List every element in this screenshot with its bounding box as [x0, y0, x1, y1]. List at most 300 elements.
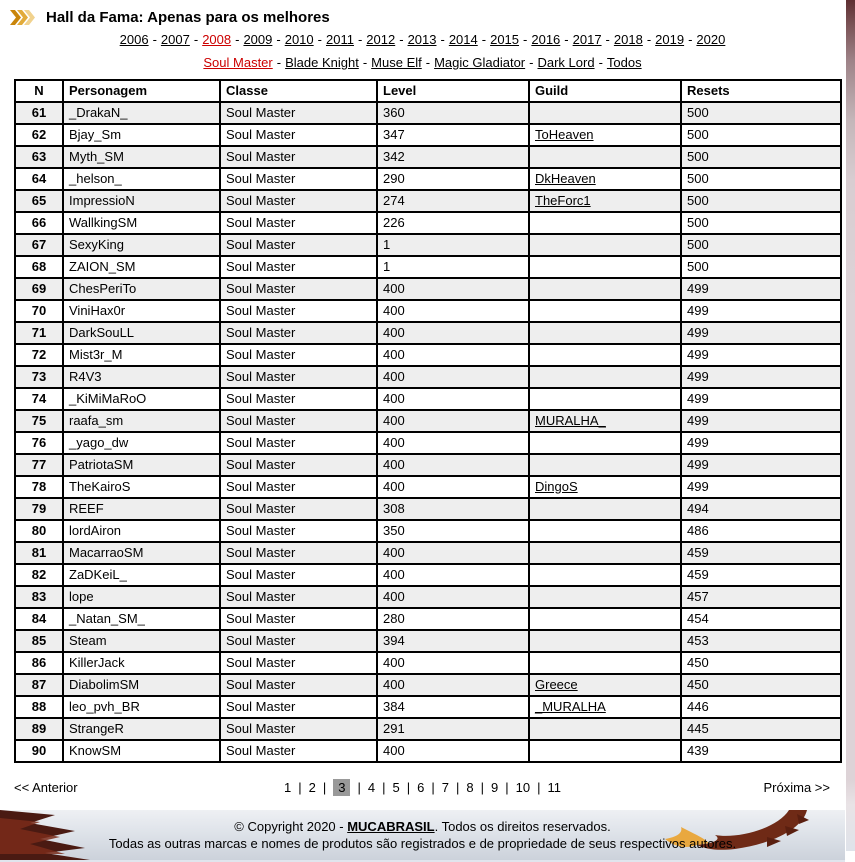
cell-n: 85 [15, 630, 63, 652]
cell-n: 62 [15, 124, 63, 146]
class-link-muse-elf[interactable]: Muse Elf [371, 55, 422, 70]
cell-personagem: DiabolimSM [63, 674, 220, 696]
cell-classe: Soul Master [220, 256, 377, 278]
class-link-magic-gladiator[interactable]: Magic Gladiator [434, 55, 526, 70]
cell-level: 1 [377, 234, 529, 256]
cell-classe: Soul Master [220, 630, 377, 652]
cell-personagem: _yago_dw [63, 432, 220, 454]
cell-classe: Soul Master [220, 740, 377, 762]
table-row [15, 344, 841, 366]
cell-level: 274 [377, 190, 529, 212]
cell-classe: Soul Master [220, 520, 377, 542]
page-number-link[interactable]: 5 [392, 780, 400, 795]
cell-n: 88 [15, 696, 63, 718]
cell-resets: 500 [681, 190, 841, 212]
nav-separator: - [440, 32, 445, 47]
page-separator: | [480, 780, 484, 795]
cell-level: 291 [377, 718, 529, 740]
cell-level: 400 [377, 432, 529, 454]
cell-resets: 500 [681, 168, 841, 190]
page-number-link[interactable]: 11 [547, 780, 561, 795]
table-row [15, 300, 841, 322]
cell-personagem: leo_pvh_BR [63, 696, 220, 718]
cell-resets: 459 [681, 564, 841, 586]
cell-n: 64 [15, 168, 63, 190]
table-row [15, 124, 841, 146]
cell-classe: Soul Master [220, 454, 377, 476]
cell-guild [529, 234, 681, 256]
cell-n: 70 [15, 300, 63, 322]
table-row [15, 190, 841, 212]
table-row [15, 432, 841, 454]
page-separator: | [298, 780, 302, 795]
cell-level: 400 [377, 366, 529, 388]
cell-n: 61 [15, 102, 63, 124]
cell-level: 400 [377, 564, 529, 586]
page-number-link[interactable]: 7 [441, 780, 449, 795]
cell-resets: 500 [681, 212, 841, 234]
nav-separator: - [276, 55, 282, 70]
cell-level: 350 [377, 520, 529, 542]
year-link-2007[interactable]: 2007 [160, 32, 190, 47]
column-header-n: N [15, 80, 63, 102]
cell-level: 347 [377, 124, 529, 146]
nav-separator: - [688, 32, 693, 47]
cell-resets: 486 [681, 520, 841, 542]
cell-level: 308 [377, 498, 529, 520]
cell-resets: 453 [681, 630, 841, 652]
cell-guild [529, 586, 681, 608]
table-row [15, 388, 841, 410]
class-link-blade-knight[interactable]: Blade Knight [285, 55, 359, 70]
cell-guild [529, 432, 681, 454]
cell-level: 400 [377, 674, 529, 696]
cell-personagem: ZAION_SM [63, 256, 220, 278]
nav-separator: - [564, 32, 569, 47]
cell-level: 280 [377, 608, 529, 630]
class-link-todos[interactable]: Todos [606, 55, 642, 70]
guild-link[interactable]: DingoS [535, 479, 578, 494]
cell-level: 400 [377, 278, 529, 300]
cell-n: 68 [15, 256, 63, 278]
cell-personagem: R4V3 [63, 366, 220, 388]
nav-separator: - [598, 55, 603, 70]
cell-classe: Soul Master [220, 718, 377, 740]
cell-resets: 499 [681, 278, 841, 300]
cell-level: 400 [377, 476, 529, 498]
cell-resets: 499 [681, 432, 841, 454]
page-separator: | [455, 780, 460, 795]
cell-personagem: DarkSouLL [63, 322, 220, 344]
table-row [15, 102, 841, 124]
cell-n: 86 [15, 652, 63, 674]
nav-separator: - [235, 32, 240, 47]
cell-guild [529, 388, 681, 410]
cell-guild [529, 564, 681, 586]
cell-resets: 499 [681, 344, 841, 366]
year-link-2018[interactable]: 2018 [613, 32, 643, 47]
cell-n: 78 [15, 476, 63, 498]
cell-classe: Soul Master [220, 300, 377, 322]
cell-personagem: Mist3r_M [63, 344, 220, 366]
table-row [15, 652, 841, 674]
cell-level: 400 [377, 652, 529, 674]
page-header [0, 0, 845, 28]
year-link-2020[interactable]: 2020 [696, 32, 726, 47]
table-header-row [15, 80, 841, 102]
year-link-2012[interactable]: 2012 [366, 32, 396, 47]
cell-level: 400 [377, 410, 529, 432]
cell-resets: 500 [681, 102, 841, 124]
cell-resets: 500 [681, 146, 841, 168]
cell-n: 79 [15, 498, 63, 520]
nav-separator: - [276, 32, 281, 47]
cell-resets: 439 [681, 740, 841, 762]
cell-classe: Soul Master [220, 432, 377, 454]
table-row [15, 476, 841, 498]
page-number-link[interactable]: 8 [466, 780, 474, 795]
nav-separator: - [481, 32, 487, 47]
guild-link[interactable]: MURALHA_ [535, 413, 606, 428]
cell-n: 69 [15, 278, 63, 300]
cell-classe: Soul Master [220, 190, 377, 212]
cell-personagem: ZaDKeiL_ [63, 564, 220, 586]
year-link-2016[interactable]: 2016 [531, 32, 561, 47]
cell-guild [529, 146, 681, 168]
cell-classe: Soul Master [220, 212, 377, 234]
cell-personagem: TheKairoS [63, 476, 220, 498]
column-header-level: Level [377, 80, 529, 102]
cell-personagem: SexyKing [63, 234, 220, 256]
cell-n: 87 [15, 674, 63, 696]
nav-separator: - [193, 32, 199, 47]
cell-n: 74 [15, 388, 63, 410]
cell-classe: Soul Master [220, 146, 377, 168]
cell-level: 1 [377, 256, 529, 278]
page-number-link[interactable]: 4 [367, 780, 376, 795]
table-row [15, 718, 841, 740]
cell-personagem: _Natan_SM_ [63, 608, 220, 630]
cell-guild [529, 542, 681, 564]
cell-n: 80 [15, 520, 63, 542]
cell-level: 342 [377, 146, 529, 168]
cell-guild [529, 718, 681, 740]
page-separator: | [431, 780, 435, 795]
nav-separator: - [152, 32, 157, 47]
cell-level: 400 [377, 454, 529, 476]
cell-guild [529, 102, 681, 124]
cell-n: 83 [15, 586, 63, 608]
cell-resets: 450 [681, 674, 841, 696]
table-row [15, 586, 841, 608]
double-chevron-icon [10, 10, 37, 25]
cell-resets: 499 [681, 476, 841, 498]
nav-separator: - [357, 32, 363, 47]
next-page-link[interactable]: Próxima >> [763, 780, 830, 795]
column-header-personagem: Personagem [63, 80, 220, 102]
guild-link[interactable]: TheForc1 [535, 193, 591, 208]
cell-classe: Soul Master [220, 344, 377, 366]
cell-classe: Soul Master [220, 366, 377, 388]
page-number-link[interactable]: 6 [417, 780, 425, 795]
page-separator: | [406, 780, 411, 795]
page-number-link[interactable]: 2 [308, 780, 316, 795]
cell-guild [529, 300, 681, 322]
cell-personagem: MacarraoSM [63, 542, 220, 564]
cell-n: 76 [15, 432, 63, 454]
table-row [15, 564, 841, 586]
cell-n: 82 [15, 564, 63, 586]
cell-level: 400 [377, 300, 529, 322]
cell-n: 63 [15, 146, 63, 168]
cell-resets: 499 [681, 410, 841, 432]
page-numbers [0, 777, 845, 795]
cell-guild [529, 608, 681, 630]
year-link-2011[interactable]: 2011 [325, 32, 354, 47]
cell-classe: Soul Master [220, 564, 377, 586]
footer-text [0, 810, 845, 852]
cell-level: 394 [377, 630, 529, 652]
cell-guild [529, 498, 681, 520]
cell-classe: Soul Master [220, 498, 377, 520]
class-link-soul-master[interactable]: Soul Master [203, 55, 273, 70]
cell-level: 400 [377, 586, 529, 608]
cell-resets: 500 [681, 256, 841, 278]
page-background-strip [846, 0, 855, 851]
previous-page-link[interactable]: << Anterior [14, 780, 78, 795]
table-row [15, 520, 841, 542]
table-row [15, 322, 841, 344]
cell-guild [529, 124, 681, 146]
cell-resets: 500 [681, 234, 841, 256]
cell-n: 66 [15, 212, 63, 234]
cell-personagem: WallkingSM [63, 212, 220, 234]
cell-resets: 500 [681, 124, 841, 146]
guild-link[interactable]: DkHeaven [535, 171, 596, 186]
nav-separator: - [646, 32, 652, 47]
table-row [15, 674, 841, 696]
guild-link[interactable]: Greece [535, 677, 578, 692]
table-row [15, 366, 841, 388]
copyright-line [0, 818, 845, 835]
cell-personagem: ImpressioN [63, 190, 220, 212]
cell-level: 290 [377, 168, 529, 190]
table-row [15, 696, 841, 718]
table-row [15, 168, 841, 190]
page-separator: | [505, 780, 509, 795]
ranking-table [14, 79, 842, 763]
cell-personagem: _KiMiMaRoO [63, 388, 220, 410]
cell-personagem: _helson_ [63, 168, 220, 190]
year-link-2015[interactable]: 2015 [490, 32, 520, 47]
cell-personagem: KillerJack [63, 652, 220, 674]
cell-level: 400 [377, 388, 529, 410]
cell-guild [529, 168, 681, 190]
cell-resets: 459 [681, 542, 841, 564]
cell-personagem: ChesPeriTo [63, 278, 220, 300]
cell-personagem: Myth_SM [63, 146, 220, 168]
year-link-2013[interactable]: 2013 [407, 32, 437, 47]
cell-guild [529, 278, 681, 300]
cell-resets: 499 [681, 388, 841, 410]
cell-resets: 446 [681, 696, 841, 718]
cell-guild [529, 454, 681, 476]
page-title: Hall da Fama: Apenas para os melhores [46, 8, 330, 26]
cell-level: 360 [377, 102, 529, 124]
cell-level: 400 [377, 322, 529, 344]
table-row [15, 630, 841, 652]
cell-resets: 499 [681, 366, 841, 388]
cell-classe: Soul Master [220, 652, 377, 674]
cell-guild [529, 652, 681, 674]
cell-resets: 457 [681, 586, 841, 608]
cell-n: 72 [15, 344, 63, 366]
cell-classe: Soul Master [220, 696, 377, 718]
guild-link[interactable]: _MURALHA [535, 699, 606, 714]
cell-n: 71 [15, 322, 63, 344]
page-separator: | [357, 780, 361, 795]
page-number-link[interactable]: 1 [284, 780, 292, 795]
cell-resets: 499 [681, 454, 841, 476]
page-separator: | [382, 780, 386, 795]
cell-guild [529, 740, 681, 762]
year-link-2009[interactable]: 2009 [243, 32, 273, 47]
table-row [15, 146, 841, 168]
cell-classe: Soul Master [220, 674, 377, 696]
cell-n: 90 [15, 740, 63, 762]
cell-classe: Soul Master [220, 322, 377, 344]
cell-guild [529, 410, 681, 432]
cell-guild [529, 212, 681, 234]
copyright-prefix: © Copyright 2020 - [234, 819, 348, 834]
pagination [0, 777, 845, 797]
cell-classe: Soul Master [220, 542, 377, 564]
column-header-guild: Guild [529, 80, 681, 102]
cell-level: 226 [377, 212, 529, 234]
cell-n: 77 [15, 454, 63, 476]
page-separator: | [537, 780, 541, 795]
cell-n: 81 [15, 542, 63, 564]
cell-n: 65 [15, 190, 63, 212]
cell-classe: Soul Master [220, 586, 377, 608]
column-header-resets: Resets [681, 80, 841, 102]
nav-separator: - [317, 32, 322, 47]
column-header-classe: Classe [220, 80, 377, 102]
cell-guild [529, 366, 681, 388]
cell-classe: Soul Master [220, 608, 377, 630]
cell-classe: Soul Master [220, 278, 377, 300]
table-row [15, 256, 841, 278]
cell-n: 84 [15, 608, 63, 630]
nav-separator: - [605, 32, 610, 47]
cell-guild [529, 344, 681, 366]
class-nav [0, 55, 845, 70]
table-row [15, 454, 841, 476]
year-link-2019[interactable]: 2019 [655, 32, 685, 47]
class-link-dark-lord[interactable]: Dark Lord [537, 55, 595, 70]
page-number-link[interactable]: 10 [515, 780, 531, 795]
cell-personagem: _DrakaN_ [63, 102, 220, 124]
cell-n: 67 [15, 234, 63, 256]
cell-level: 400 [377, 542, 529, 564]
page-number-current: 3 [333, 779, 350, 796]
cell-n: 73 [15, 366, 63, 388]
table-row [15, 740, 841, 762]
cell-guild [529, 322, 681, 344]
cell-personagem: PatriotaSM [63, 454, 220, 476]
cell-personagem: StrangeR [63, 718, 220, 740]
year-link-2006[interactable]: 2006 [119, 32, 149, 47]
cell-resets: 445 [681, 718, 841, 740]
copyright-suffix: . Todos os direitos reservados. [434, 819, 611, 834]
cell-classe: Soul Master [220, 102, 377, 124]
cell-classe: Soul Master [220, 388, 377, 410]
cell-classe: Soul Master [220, 168, 377, 190]
cell-resets: 499 [681, 322, 841, 344]
cell-classe: Soul Master [220, 234, 377, 256]
year-link-2017[interactable]: 2017 [572, 32, 602, 47]
cell-n: 75 [15, 410, 63, 432]
cell-resets: 454 [681, 608, 841, 630]
trademark-line: Todas as outras marcas e nomes de produtos são registrados e de propriedade de seus respectivos autores. [108, 836, 737, 851]
year-nav [0, 32, 845, 47]
cell-level: 384 [377, 696, 529, 718]
table-row [15, 498, 841, 520]
cell-personagem: Steam [63, 630, 220, 652]
cell-classe: Soul Master [220, 476, 377, 498]
nav-separator: - [425, 55, 431, 70]
cell-guild [529, 520, 681, 542]
nav-separator: - [523, 32, 528, 47]
footer-banner [0, 810, 845, 862]
cell-resets: 450 [681, 652, 841, 674]
year-link-2014[interactable]: 2014 [448, 32, 478, 47]
cell-resets: 499 [681, 300, 841, 322]
nav-separator: - [529, 55, 534, 70]
cell-personagem: Bjay_Sm [63, 124, 220, 146]
cell-personagem: raafa_sm [63, 410, 220, 432]
nav-separator: - [399, 32, 404, 47]
mucabrasil-link[interactable]: MUCABRASIL [347, 819, 435, 834]
cell-classe: Soul Master [220, 410, 377, 432]
cell-personagem: REEF [63, 498, 220, 520]
nav-separator: - [362, 55, 368, 70]
page-separator: | [322, 780, 327, 795]
cell-personagem: KnowSM [63, 740, 220, 762]
table-row [15, 410, 841, 432]
table-row [15, 234, 841, 256]
cell-level: 400 [377, 740, 529, 762]
table-row [15, 608, 841, 630]
cell-classe: Soul Master [220, 124, 377, 146]
cell-personagem: lope [63, 586, 220, 608]
year-link-2010[interactable]: 2010 [284, 32, 314, 47]
page-number-link[interactable]: 9 [491, 780, 499, 795]
cell-personagem: ViniHax0r [63, 300, 220, 322]
cell-guild [529, 256, 681, 278]
cell-guild [529, 476, 681, 498]
cell-guild [529, 190, 681, 212]
cell-guild [529, 630, 681, 652]
table-row [15, 212, 841, 234]
year-link-2008[interactable]: 2008 [202, 32, 232, 47]
cell-resets: 494 [681, 498, 841, 520]
table-row [15, 278, 841, 300]
cell-n: 89 [15, 718, 63, 740]
cell-level: 400 [377, 344, 529, 366]
guild-link[interactable]: ToHeaven [535, 127, 594, 142]
table-row [15, 542, 841, 564]
